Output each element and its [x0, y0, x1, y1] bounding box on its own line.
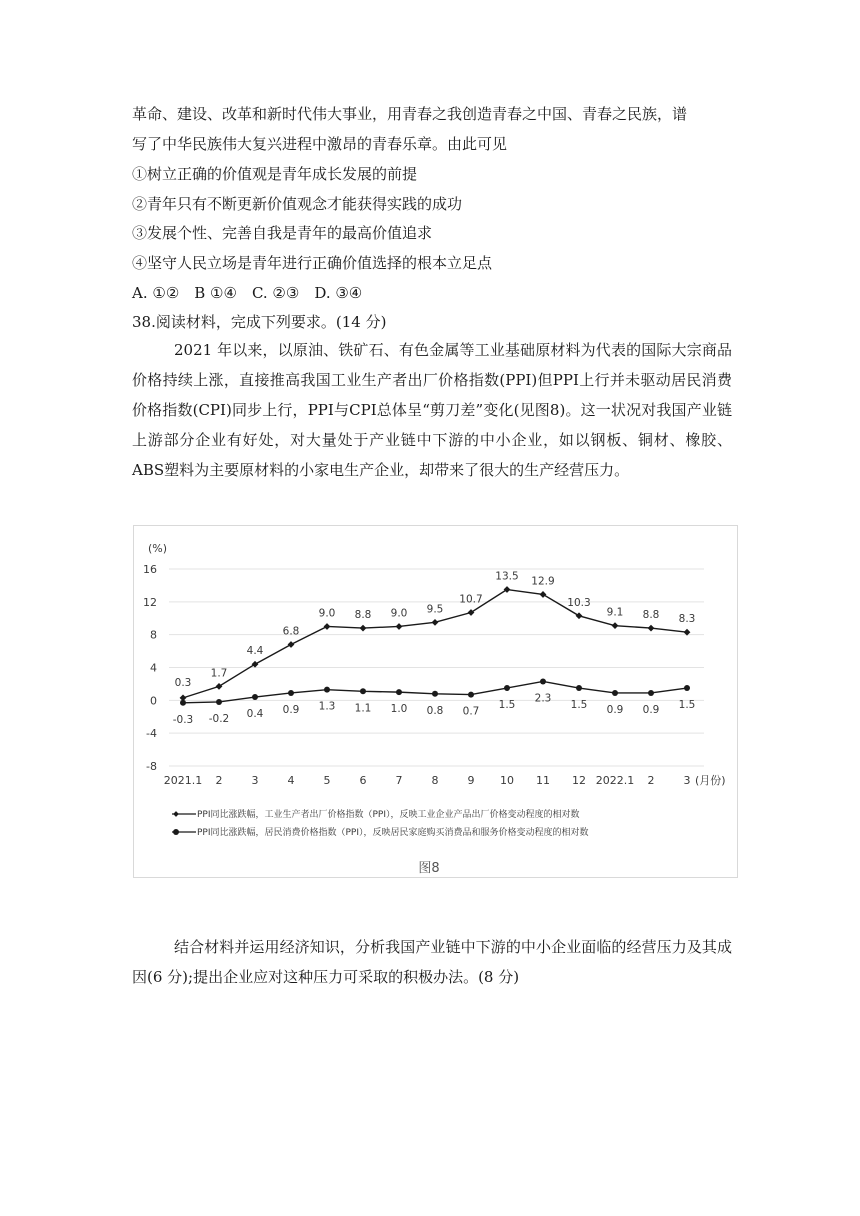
- y-tick-label: -8: [146, 760, 157, 773]
- intro-line-1: 革命、建设、改革和新时代伟大事业，用青春之我创造青春之中国、青春之民族，谱: [132, 105, 688, 123]
- x-tick-label: 2022.1: [595, 774, 635, 787]
- cpi-data-label: 1.0: [390, 703, 408, 716]
- cpi-point: [252, 694, 258, 700]
- cpi-data-label: 0.9: [606, 703, 624, 716]
- cpi-data-label: 0.8: [426, 704, 444, 717]
- y-tick-label: -4: [146, 727, 157, 741]
- cpi-point: [540, 678, 546, 684]
- ppi-point: [468, 609, 475, 616]
- legend-ppi: PPI同比涨跌幅，工业生产者出厂价格指数（PPI），反映工业企业产品出厂价格变动程度的相对数: [197, 810, 580, 820]
- cpi-data-label: -0.2: [208, 712, 230, 725]
- cpi-data-label: 1.5: [570, 699, 588, 712]
- cpi-point: [648, 690, 654, 696]
- ppi-data-label: 0.3: [174, 676, 192, 689]
- cpi-data-label: 0.7: [462, 705, 480, 718]
- cpi-data-label: 1.5: [678, 699, 696, 712]
- ppi-data-label: 8.8: [354, 609, 372, 622]
- cpi-data-label: 1.1: [354, 702, 372, 715]
- cpi-point: [612, 690, 618, 696]
- y-tick-label: 8: [150, 628, 157, 642]
- cpi-point: [432, 691, 438, 697]
- ppi-point: [612, 622, 619, 629]
- ppi-data-label: 8.3: [678, 613, 696, 626]
- ppi-data-label: 9.1: [606, 606, 624, 619]
- x-tick-label: 3: [251, 774, 259, 787]
- y-tick-label: 12: [143, 595, 157, 609]
- ppi-data-label: 13.5: [495, 570, 519, 583]
- ppi-cpi-chart: [134, 526, 737, 877]
- x-tick-label: 7: [395, 774, 403, 787]
- ppi-point: [504, 586, 511, 593]
- cpi-point: [216, 699, 222, 705]
- option-2: ②青年只有不断更新价值观念才能获得实践的成功: [132, 195, 463, 213]
- ppi-point: [360, 625, 367, 632]
- task-paragraph: 结合材料并运用经济知识，分析我国产业链中下游的中小企业面临的经营压力及其成因(6 分);提出企业应对这种压力可采取的积极办法。(8 分): [132, 938, 732, 986]
- ppi-point: [324, 623, 331, 630]
- cpi-data-label: 2.3: [534, 692, 552, 705]
- ppi-point: [252, 661, 259, 668]
- cpi-data-label: 1.5: [498, 699, 516, 712]
- ppi-point: [540, 591, 547, 598]
- ppi-data-label: 10.7: [459, 593, 483, 606]
- ppi-data-label: 12.9: [531, 575, 555, 588]
- cpi-point: [504, 685, 510, 691]
- x-tick-label: 4: [287, 774, 295, 787]
- legend-marker-cpi: [173, 829, 179, 835]
- ppi-point: [576, 612, 583, 619]
- ppi-data-label: 1.7: [210, 667, 228, 680]
- cpi-point: [396, 689, 402, 695]
- ppi-data-label: 9.0: [390, 607, 408, 620]
- ppi-point: [396, 623, 403, 630]
- ppi-data-label: 8.8: [642, 609, 660, 622]
- x-tick-label: 2: [215, 774, 223, 787]
- legend-marker-ppi: [173, 811, 179, 817]
- figure-8: [133, 525, 738, 878]
- x-tick-label: 12: [572, 774, 586, 787]
- cpi-point: [468, 692, 474, 698]
- cpi-data-label: -0.3: [172, 713, 194, 726]
- y-tick-label: 4: [150, 661, 157, 675]
- ppi-point: [288, 641, 295, 648]
- figure-caption: 图8: [418, 861, 440, 876]
- intro-line-2: 写了中华民族伟大复兴进程中激昂的青春乐章。由此可见: [132, 135, 508, 153]
- cpi-data-label: 0.4: [246, 708, 264, 721]
- ppi-data-label: 10.3: [567, 596, 591, 609]
- ppi-data-label: 6.8: [282, 625, 300, 638]
- x-tick-label: 6: [359, 774, 367, 787]
- cpi-data-label: 0.9: [642, 703, 660, 716]
- x-tick-label: 5: [323, 774, 331, 787]
- x-axis-unit: (月份): [695, 774, 726, 787]
- cpi-data-label: 1.3: [318, 700, 336, 713]
- ppi-point: [432, 619, 439, 626]
- option-4: ④坚守人民立场是青年进行正确价值选择的根本立足点: [132, 254, 493, 272]
- x-tick-label: 9: [467, 774, 475, 787]
- cpi-point: [684, 685, 690, 691]
- ppi-data-label: 9.5: [426, 603, 444, 616]
- x-tick-label: 11: [536, 774, 550, 787]
- y-axis-unit: (%): [148, 542, 168, 555]
- cpi-point: [324, 687, 330, 693]
- x-tick-label: 2: [647, 774, 655, 787]
- y-tick-label: 0: [150, 694, 157, 708]
- answer-choices: A. ①② B ①④ C. ②③ D. ③④: [132, 284, 363, 302]
- cpi-point: [288, 690, 294, 696]
- y-tick-label: 16: [143, 563, 157, 576]
- ppi-point: [648, 625, 655, 632]
- x-tick-label: 2021.1: [163, 774, 203, 787]
- x-tick-label: 8: [431, 774, 439, 787]
- cpi-point: [180, 700, 186, 706]
- option-3: ③发展个性、完善自我是青年的最高价值追求: [132, 224, 433, 242]
- x-tick-label: 10: [500, 774, 514, 787]
- material-paragraph: 2021 年以来，以原油、铁矿石、有色金属等工业基础原材料为代表的国际大宗商品价格持续上涨，直接推高我国工业生产者出厂价格指数(PPI)但PPI上行并未驱动居民消费价格指数(CPI)同步上行，PPI与CPI总体呈“剪刀差”变化(见图8)。这一状况对我国产业链上游部分企业有好处，对大量处于产业链中下游的中小企业，如以钢板、铜材、橡胶、ABS塑料为主要原材料的小家电生产企业，却带来了很大的生产经营压力。: [132, 341, 732, 479]
- ppi-data-label: 4.4: [246, 645, 264, 658]
- question-title: 38.阅读材料，完成下列要求。(14 分): [132, 313, 387, 331]
- option-1: ①树立正确的价值观是青年成长发展的前提: [132, 165, 418, 183]
- cpi-point: [360, 688, 366, 694]
- cpi-data-label: 0.9: [282, 703, 300, 716]
- legend-cpi: PPI同比涨跌幅，居民消费价格指数（PPI），反映居民家庭购买消费品和服务价格变动程度的相对数: [197, 828, 589, 838]
- ppi-data-label: 9.0: [318, 607, 336, 620]
- x-tick-label: 3: [683, 774, 691, 787]
- ppi-point: [216, 683, 223, 690]
- cpi-point: [576, 685, 582, 691]
